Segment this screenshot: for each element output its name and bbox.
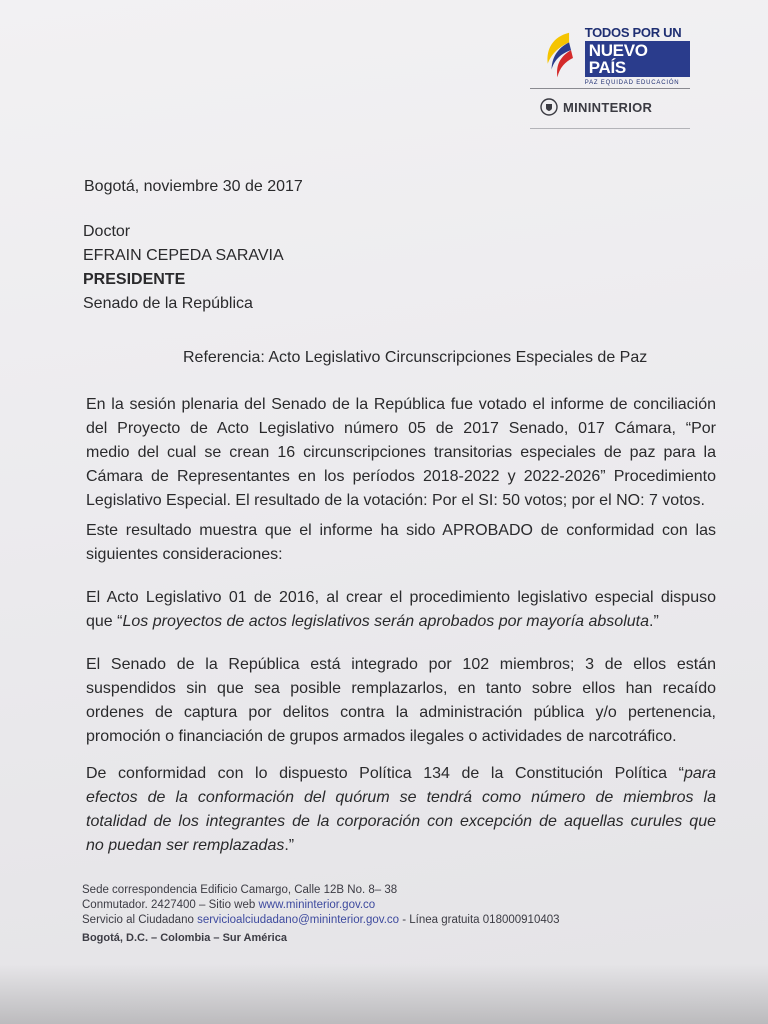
photo-shadow	[0, 964, 768, 1024]
recipient-position: PRESIDENTE	[83, 271, 186, 288]
paragraph-senate-composition	[86, 653, 716, 749]
paragraph-line: efectos de la conformación del quórum se tendrá como número de miembros la	[86, 789, 716, 806]
reference-line: Referencia: Acto Legislativo Circunscripciones Especiales de Paz	[183, 349, 648, 366]
slogan-line-3: PAZ EQUIDAD EDUCACIÓN	[584, 80, 680, 86]
flag-swoosh-icon	[540, 30, 581, 82]
paragraph-line: ordenes de captura por delitos contra la administración pública y/o pertenencia,	[86, 704, 716, 721]
paragraph-line: Cámara de Representantes en los períodos 2018-2022 y 2022-2026” Procedimiento	[86, 468, 716, 485]
slogan-line-1: TODOS POR UN	[584, 25, 682, 40]
paragraph-line: suspendidos sin que sea posible remplazarlos, en tanto sobre ellos han recaído	[86, 680, 716, 697]
recipient-name: EFRAIN CEPEDA SARAVIA	[83, 247, 284, 264]
recipient-block	[83, 220, 284, 316]
paragraph-line: promoción o financiación de grupos armados ilegales o actividades de narcotráfico.	[86, 728, 677, 745]
gov-logo	[540, 26, 690, 86]
paragraph-line: El Acto Legislativo 01 de 2016, al crear el procedimiento legislativo especial dispuso	[86, 589, 716, 606]
paragraph-line: Este resultado muestra que el informe ha sido APROBADO de conformidad con las	[86, 522, 716, 539]
quote-italic: Los proyectos de actos legislativos serán aprobados por mayoría absoluta	[122, 613, 649, 630]
paragraph-line: totalidad de los integrantes de la corporación con excepción de aquellas curules que	[86, 813, 716, 830]
quote-italic: para	[683, 765, 716, 782]
footer-address: Sede correspondencia Edificio Camargo, Calle 12B No. 8– 38	[82, 884, 398, 896]
quote-close: .”	[284, 837, 295, 854]
ministry-name: MININTERIOR	[563, 99, 653, 115]
paragraph-vote-result	[86, 393, 716, 513]
logo-divider-bottom	[530, 128, 690, 129]
quote-close: .”	[649, 613, 659, 630]
footer-service-label: Servicio al Ciudadano	[82, 914, 198, 926]
slogan-line-2: NUEVO PAÍS	[585, 41, 690, 77]
paragraph-line-quote	[86, 610, 716, 634]
letter-footer	[82, 883, 560, 946]
ministry-logo	[540, 98, 652, 116]
footer-phone-web	[82, 898, 560, 913]
footer-website-link[interactable]: www.mininterior.gov.co	[258, 899, 376, 911]
paragraph-line	[86, 834, 716, 858]
paragraph-line: del Proyecto de Acto Legislativo número 05 de 2017 Senado, 017 Cámara, “Por	[86, 420, 716, 437]
paragraph-text: De conformidad con lo dispuesto Política 134 de la Constitución Política “	[86, 765, 684, 782]
recipient-salutation: Doctor	[83, 223, 131, 240]
paragraph-constitution	[86, 762, 716, 858]
quote-italic: no puedan ser remplazadas	[86, 837, 285, 854]
footer-email-link[interactable]: servicioalciudadano@mininterior.gov.co	[197, 914, 400, 926]
paragraph-line	[86, 762, 716, 786]
footer-hotline: - Línea gratuita 018000910403	[399, 914, 560, 926]
paragraph-line: Legislativo Especial. El resultado de la votación: Por el SI: 50 votos; por el NO: 7 votos.	[86, 492, 705, 509]
footer-phone: Conmutador. 2427400 – Sitio web	[82, 899, 259, 911]
coat-of-arms-icon	[540, 98, 558, 116]
paragraph-line: En la sesión plenaria del Senado de la República fue votado el informe de conciliación	[86, 396, 716, 413]
paragraph-approval	[86, 519, 716, 567]
paragraph-line: El Senado de la República está integrado por 102 miembros; 3 de ellos están	[86, 656, 716, 673]
footer-service	[82, 913, 560, 928]
paragraph-legislative-act	[86, 586, 716, 634]
letter-date: Bogotá, noviembre 30 de 2017	[84, 178, 303, 195]
quote-open: que “	[86, 613, 123, 630]
logo-divider	[530, 88, 690, 89]
recipient-institution: Senado de la República	[83, 295, 253, 312]
paragraph-line: siguientes consideraciones:	[86, 546, 283, 563]
footer-city: Bogotá, D.C. – Colombia – Sur América	[82, 932, 287, 944]
paragraph-line: medio del cual se crean 16 circunscripciones transitorias especiales de paz para la	[86, 444, 716, 461]
